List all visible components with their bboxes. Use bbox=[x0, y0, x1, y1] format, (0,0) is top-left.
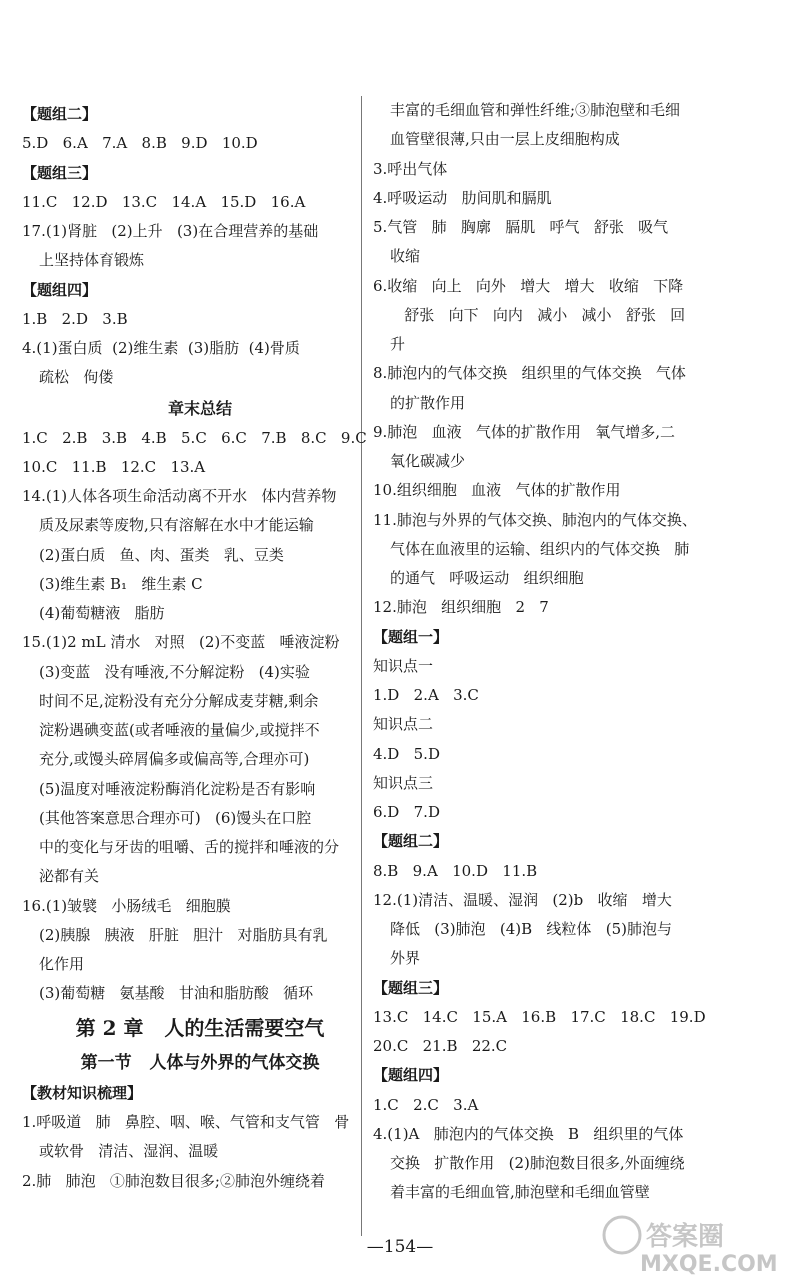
answer-line: 的扩散作用 bbox=[390, 393, 466, 412]
answer-line: 13.C 14.C 15.A 16.B 17.C 18.C 19.D bbox=[373, 1007, 706, 1026]
answer-line: 的通气 呼吸运动 组织细胞 bbox=[390, 569, 584, 587]
right-column bbox=[373, 96, 729, 1208]
answer-line: 血管壁很薄,只由一层上皮细胞构成 bbox=[390, 130, 620, 149]
answer-line: (5)温度对唾液淀粉酶消化淀粉是否有影响 bbox=[39, 779, 316, 798]
answer-line: 舒张 向下 向内 减小 减小 舒张 回 bbox=[390, 305, 686, 324]
watermark-ring-icon bbox=[604, 1217, 640, 1253]
answer-line: 10.组织细胞 血液 气体的扩散作用 bbox=[373, 481, 621, 500]
answer-line: (4)葡萄糖液 脂肪 bbox=[39, 604, 165, 623]
left-column bbox=[22, 100, 378, 1196]
answer-line: 泌都有关 bbox=[39, 867, 100, 886]
answer-line: 知识点二 bbox=[373, 715, 434, 734]
answer-line: 11.肺泡与外界的气体交换、肺泡内的气体交换、 bbox=[373, 510, 697, 529]
answer-line: 氧化碳减少 bbox=[390, 452, 466, 470]
answer-line: (其他答案意思合理亦可) (6)馒头在口腔 bbox=[39, 808, 312, 827]
answer-line: 6.D 7.D bbox=[373, 803, 440, 821]
answer-line: 6.收缩 向上 向外 增大 增大 收缩 下降 bbox=[373, 276, 684, 295]
answer-line: 3.呼出气体 bbox=[373, 159, 448, 178]
section-heading: 【题组四】 bbox=[22, 280, 98, 299]
chapter-title: 第 2 章 人的生活需要空气 bbox=[75, 1015, 325, 1040]
answer-line: (2)蛋白质 鱼、肉、蛋类 乳、豆类 bbox=[39, 545, 284, 564]
answer-line: 淀粉遇碘变蓝(或者唾液的量偏少,或搅拌不 bbox=[39, 721, 320, 740]
answer-line: 充分,或馒头碎屑偏多或偏高等,合理亦可) bbox=[39, 750, 310, 769]
answer-line: 15.(1)2 mL 清水 对照 (2)不变蓝 唾液淀粉 bbox=[22, 633, 340, 652]
answer-line: 外界 bbox=[390, 949, 421, 968]
section-heading: 【题组三】 bbox=[22, 163, 98, 182]
answer-line: 14.(1)人体各项生命活动离不开水 体内营养物 bbox=[22, 487, 337, 506]
answer-line: 时间不足,淀粉没有充分分解成麦芽糖,剩余 bbox=[39, 691, 319, 710]
answer-line: 或软骨 清洁、湿润、温暖 bbox=[39, 1142, 219, 1161]
section-heading: 【题组二】 bbox=[22, 105, 98, 123]
answer-line: 8.肺泡内的气体交换 组织里的气体交换 气体 bbox=[373, 364, 686, 383]
section-heading: 【教材知识梳理】 bbox=[22, 1083, 143, 1102]
answer-line: 20.C 21.B 22.C bbox=[373, 1037, 508, 1055]
section-heading: 【题组三】 bbox=[373, 978, 449, 997]
answer-line: 10.C 11.B 12.C 13.A bbox=[22, 457, 206, 476]
section-heading: 【题组四】 bbox=[373, 1066, 449, 1085]
answer-line: 着丰富的毛细血管,肺泡壁和毛细血管壁 bbox=[390, 1183, 650, 1202]
section-heading: 【题组二】 bbox=[373, 832, 449, 851]
answer-line: 4.D 5.D bbox=[373, 744, 440, 763]
answer-line: 9.肺泡 血液 气体的扩散作用 氧气增多,二 bbox=[373, 422, 675, 441]
answer-line: 丰富的毛细血管和弹性纤维;③肺泡壁和毛细 bbox=[390, 101, 681, 119]
answer-line: 知识点一 bbox=[373, 656, 434, 675]
answer-line: (3)葡萄糖 氨基酸 甘油和脂肪酸 循环 bbox=[39, 984, 314, 1003]
watermark-logo bbox=[600, 1209, 790, 1277]
watermark-title: 答案圈 bbox=[646, 1222, 725, 1252]
answer-line: 1.C 2.C 3.A bbox=[373, 1095, 479, 1114]
answer-line: 1.呼吸道 肺 鼻腔、咽、喉、气管和支气管 骨 bbox=[22, 1113, 350, 1132]
answer-line: 8.B 9.A 10.D 11.B bbox=[373, 861, 538, 880]
answer-line: 降低 (3)肺泡 (4)B 线粒体 (5)肺泡与 bbox=[390, 920, 672, 938]
summary-title: 章末总结 bbox=[167, 398, 232, 418]
answer-line: 1.D 2.A 3.C bbox=[373, 686, 479, 704]
watermark-url: MXQE.COM bbox=[640, 1252, 778, 1277]
page-number: —154— bbox=[366, 1237, 434, 1257]
answer-line: 12.(1)清洁、温暖、湿润 (2)b 收缩 增大 bbox=[373, 890, 672, 909]
answer-line: 4.(1)A 肺泡内的气体交换 B 组织里的气体 bbox=[373, 1124, 684, 1143]
answer-line: 质及尿素等废物,只有溶解在水中才能运输 bbox=[39, 516, 314, 535]
answer-line: 5.气管 肺 胸廓 膈肌 呼气 舒张 吸气 bbox=[373, 218, 669, 236]
answer-line: 1.B 2.D 3.B bbox=[22, 309, 128, 328]
section-title: 第一节 人体与外界的气体交换 bbox=[80, 1052, 320, 1073]
answer-line: 4.呼吸运动 肋间肌和膈肌 bbox=[373, 188, 552, 207]
answer-line: 升 bbox=[390, 335, 406, 353]
answer-line: 4.(1)蛋白质 (2)维生素 (3)脂肪 (4)骨质 bbox=[22, 339, 300, 357]
answer-line: 疏松 佝偻 bbox=[39, 368, 114, 387]
answer-line: 17.(1)肾脏 (2)上升 (3)在合理营养的基础 bbox=[22, 222, 319, 240]
section-heading: 【题组一】 bbox=[373, 627, 449, 646]
answer-line: 化作用 bbox=[39, 955, 85, 974]
answer-line: 5.D 6.A 7.A 8.B 9.D 10.D bbox=[22, 134, 258, 153]
answer-line: (2)胰腺 胰液 肝脏 胆汁 对脂肪具有乳 bbox=[39, 925, 328, 944]
answer-line: 收缩 bbox=[390, 247, 421, 266]
answer-line: 2.肺 肺泡 ①肺泡数目很多;②肺泡外缠绕着 bbox=[22, 1171, 325, 1190]
answer-line: (3)变蓝 没有唾液,不分解淀粉 (4)实验 bbox=[39, 662, 310, 681]
answer-line: (3)维生素 B₁ 维生素 C bbox=[39, 574, 203, 593]
answer-line: 上坚持体育锻炼 bbox=[39, 251, 145, 270]
answer-line: 1.C 2.B 3.B 4.B 5.C 6.C 7.B 8.C 9.C bbox=[22, 428, 367, 447]
answer-line: 11.C 12.D 13.C 14.A 15.D 16.A bbox=[22, 192, 306, 211]
answer-line: 交换 扩散作用 (2)肺泡数目很多,外面缠绕 bbox=[390, 1154, 685, 1172]
answer-line: 中的变化与牙齿的咀嚼、舌的搅拌和唾液的分 bbox=[39, 838, 340, 857]
answer-line: 气体在血液里的运输、组织内的气体交换 肺 bbox=[390, 539, 690, 558]
answer-line: 知识点三 bbox=[373, 773, 434, 792]
answer-line: 12.肺泡 组织细胞 2 7 bbox=[373, 598, 549, 617]
answer-line: 16.(1)皱襞 小肠绒毛 细胞膜 bbox=[22, 896, 231, 915]
